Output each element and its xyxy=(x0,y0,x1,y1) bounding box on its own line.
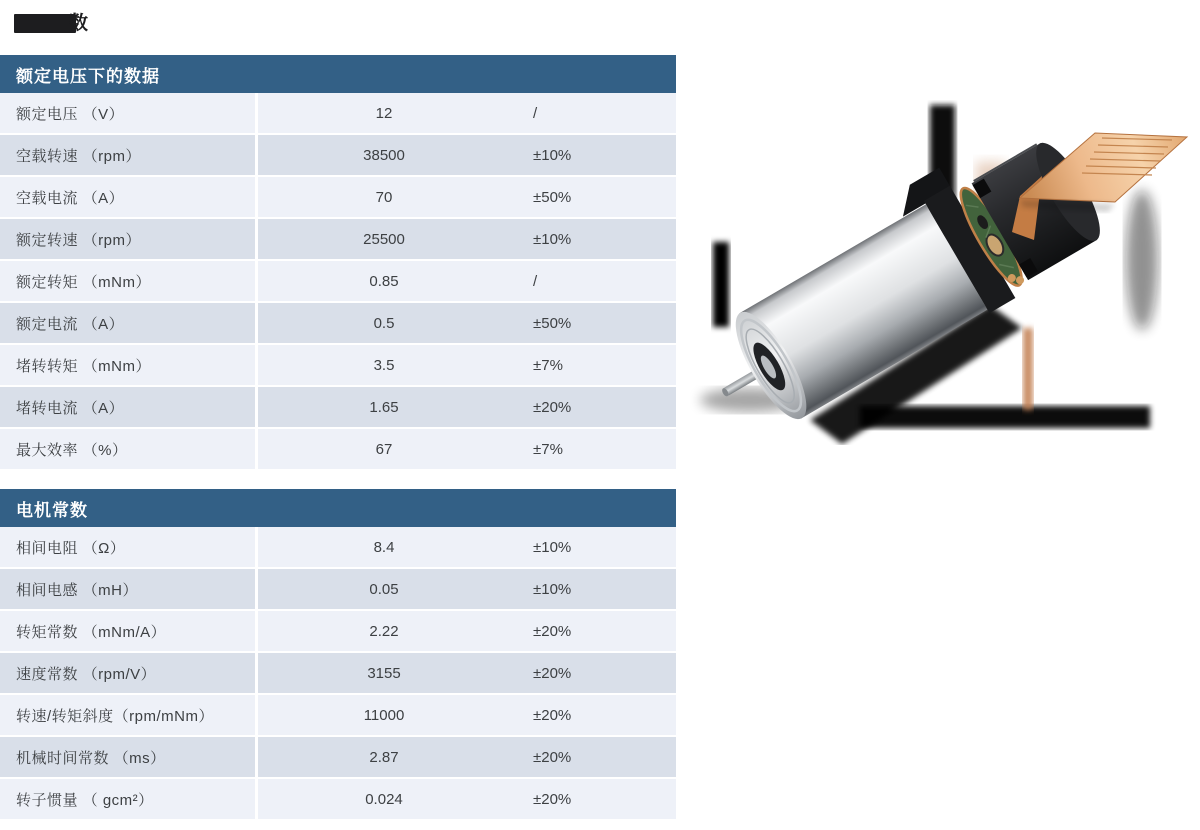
cell-value: 2.22 xyxy=(369,622,399,640)
motor-photo-svg xyxy=(690,100,1200,445)
table-row xyxy=(0,303,676,345)
cell-label: 额定电压 （V） xyxy=(0,93,258,133)
cell-label: 最大效率 （%） xyxy=(0,429,258,469)
cell-tolerance: ±20% xyxy=(533,706,572,724)
cell-tolerance: ±7% xyxy=(533,356,563,374)
cell-value: 70 xyxy=(375,188,393,206)
cell-tolerance: / xyxy=(533,104,538,122)
table-row xyxy=(0,177,676,219)
table-row xyxy=(0,135,676,177)
cell-tolerance: ±10% xyxy=(533,580,572,598)
cell-value: 67 xyxy=(375,440,393,458)
table-row xyxy=(0,779,676,821)
cell-value: 8.4 xyxy=(373,538,395,556)
redaction-box xyxy=(14,14,76,33)
table-row xyxy=(0,611,676,653)
cell-value: 25500 xyxy=(363,230,405,248)
cell-value: 3155 xyxy=(367,664,401,682)
cell-label: 额定转速 （rpm） xyxy=(0,219,258,259)
cell-tolerance: / xyxy=(533,272,538,290)
cell-value: 3.5 xyxy=(373,356,395,374)
cell-label: 额定转矩 （mNm） xyxy=(0,261,258,301)
cell-tolerance: ±50% xyxy=(533,188,572,206)
page-title-visible-char: 数 xyxy=(69,12,89,34)
cell-tolerance: ±50% xyxy=(533,314,572,332)
table-row xyxy=(0,737,676,779)
table-header-label: 电机常数 xyxy=(16,500,88,520)
table-row xyxy=(0,653,676,695)
cell-label: 转速/转矩斜度（rpm/mNm） xyxy=(0,695,258,735)
table-header-label: 额定电压下的数据 xyxy=(16,66,160,86)
table-body xyxy=(0,527,676,821)
cell-value: 0.85 xyxy=(369,272,399,290)
cell-value: 38500 xyxy=(363,146,405,164)
rated-voltage-data-table xyxy=(0,55,676,471)
cell-tolerance: ±20% xyxy=(533,398,572,416)
table-body xyxy=(0,93,676,471)
motor-constants-table xyxy=(0,489,676,821)
table-header-motor-constants xyxy=(0,489,676,527)
cell-label: 机械时间常数 （ms） xyxy=(0,737,258,777)
cell-value: 0.05 xyxy=(369,580,399,598)
table-row xyxy=(0,219,676,261)
cell-tolerance: ±10% xyxy=(533,538,572,556)
cell-tolerance: ±20% xyxy=(533,664,572,682)
cell-label: 速度常数 （rpm/V） xyxy=(0,653,258,693)
table-header-rated-voltage xyxy=(0,55,676,93)
cell-tolerance: ±7% xyxy=(533,440,563,458)
cell-tolerance: ±20% xyxy=(533,748,572,766)
cell-label: 空载电流 （A） xyxy=(0,177,258,217)
cell-label: 额定电流 （A） xyxy=(0,303,258,343)
cell-tolerance: ±20% xyxy=(533,790,572,808)
table-row xyxy=(0,569,676,611)
table-row xyxy=(0,527,676,569)
cell-label: 转矩常数 （mNm/A） xyxy=(0,611,258,651)
table-row xyxy=(0,429,676,471)
table-row xyxy=(0,261,676,303)
motor-product-photo xyxy=(690,100,1200,445)
table-row xyxy=(0,387,676,429)
table-row xyxy=(0,345,676,387)
cell-value: 11000 xyxy=(363,706,405,724)
cell-label: 堵转转矩 （mNm） xyxy=(0,345,258,385)
cell-label: 堵转电流 （A） xyxy=(0,387,258,427)
cell-tolerance: ±10% xyxy=(533,230,572,248)
cell-label: 转子惯量 （ gcm²） xyxy=(0,779,258,819)
cell-value: 0.024 xyxy=(365,790,403,808)
cell-label: 空载转速 （rpm） xyxy=(0,135,258,175)
page-title xyxy=(14,11,88,35)
cell-value: 0.5 xyxy=(373,314,395,332)
cell-value: 12 xyxy=(375,104,393,122)
cell-tolerance: ±20% xyxy=(533,622,572,640)
cell-value: 1.65 xyxy=(369,398,399,416)
cell-tolerance: ±10% xyxy=(533,146,572,164)
table-row xyxy=(0,93,676,135)
cell-label: 相间电感 （mH） xyxy=(0,569,258,609)
cell-value: 2.87 xyxy=(369,748,399,766)
cell-label: 相间电阻 （Ω） xyxy=(0,527,258,567)
table-row xyxy=(0,695,676,737)
